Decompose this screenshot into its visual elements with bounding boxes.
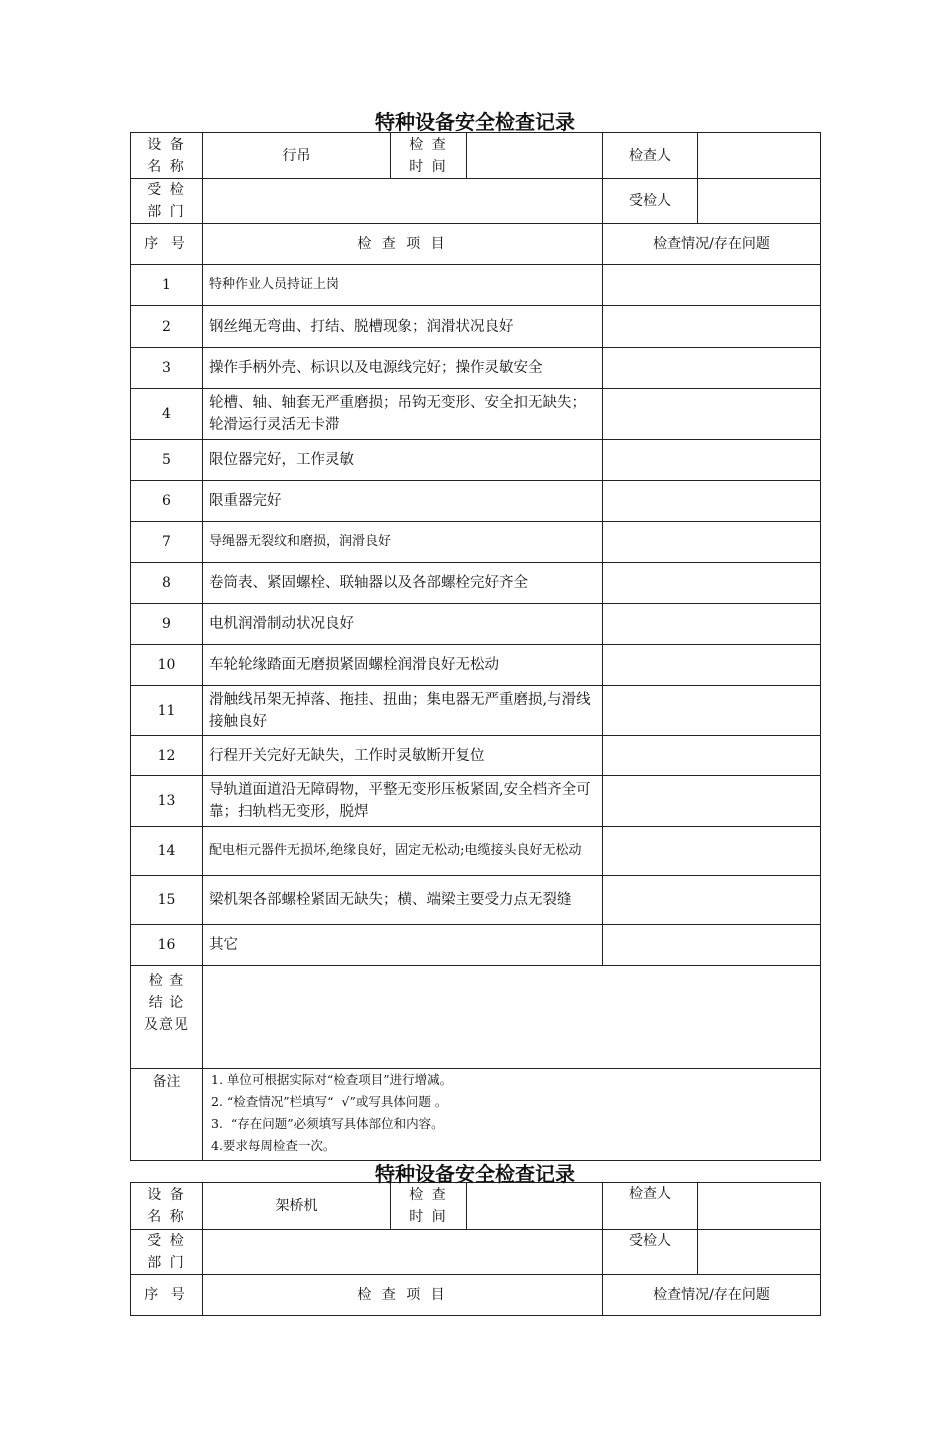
form1-title: 特种设备安全检查记录 [375, 110, 575, 134]
item-text: 限重器完好 [203, 481, 603, 522]
table-row [131, 686, 821, 736]
item-text: 导绳器无裂纹和磨损，润滑良好 [203, 522, 603, 563]
col-result-header: 检查情况/存在问题 [603, 1275, 821, 1316]
item-text: 特种作业人员持证上岗 [203, 265, 603, 306]
equip-name-label: 设 备 名 称 [131, 133, 203, 179]
table-row [131, 481, 821, 522]
equip-name-value[interactable]: 行吊 [203, 133, 391, 179]
item-no: 2 [131, 306, 203, 348]
dept-label: 受 检 部 门 [131, 1230, 203, 1275]
table-row [131, 522, 821, 563]
check-time-label: 检 查 时 间 [391, 1183, 467, 1230]
item-result[interactable] [603, 563, 821, 604]
item-text: 导轨道面道沿无障碍物，平整无变形压板紧固,安全档齐全可靠；扫轨档无变形，脱焊 [203, 776, 603, 827]
item-result[interactable] [603, 265, 821, 306]
inspectee-label: 受检人 [603, 1230, 698, 1275]
item-text: 卷筒表、紧固螺栓、联轴器以及各部螺栓完好齐全 [203, 563, 603, 604]
notes-cell [203, 1069, 821, 1161]
table-row [131, 776, 821, 827]
table-row [131, 876, 821, 925]
item-no: 15 [131, 876, 203, 925]
col-item-header: 检 查 项 目 [203, 1275, 603, 1316]
item-no: 9 [131, 604, 203, 645]
item-result[interactable] [603, 776, 821, 827]
col-no-header: 序 号 [131, 1275, 203, 1316]
item-result[interactable] [603, 827, 821, 876]
item-result[interactable] [603, 522, 821, 563]
item-no: 13 [131, 776, 203, 827]
note-line: 1. 单位可根据实际对“检查项目”进行增减。 [211, 1072, 453, 1087]
item-no: 16 [131, 925, 203, 966]
item-result[interactable] [603, 389, 821, 440]
item-result[interactable] [603, 686, 821, 736]
item-no: 11 [131, 686, 203, 736]
item-text: 限位器完好，工作灵敏 [203, 440, 603, 481]
col-no-header: 序 号 [131, 224, 203, 265]
col-item-header: 检 查 项 目 [203, 224, 603, 265]
item-text: 滑触线吊架无掉落、拖挂、扭曲；集电器无严重磨损,与滑线接触良好 [203, 686, 603, 736]
table-row [131, 440, 821, 481]
dept-label: 受 检 部 门 [131, 179, 203, 224]
form2-table [130, 1182, 821, 1316]
table-row [131, 389, 821, 440]
item-text: 操作手柄外壳、标识以及电源线完好；操作灵敏安全 [203, 348, 603, 389]
inspectee-value[interactable] [698, 1230, 821, 1275]
item-text: 电机润滑制动状况良好 [203, 604, 603, 645]
item-text: 轮槽、轴、轴套无严重磨损；吊钩无变形、安全扣无缺失；轮滑运行灵活无卡滞 [203, 389, 603, 440]
item-no: 14 [131, 827, 203, 876]
inspector-value[interactable] [698, 1183, 821, 1230]
conclusion-value[interactable] [203, 966, 821, 1069]
table-row [131, 645, 821, 686]
note-line: 4.要求每周检查一次。 [211, 1138, 336, 1153]
item-result[interactable] [603, 481, 821, 522]
col-result-header: 检查情况/存在问题 [603, 224, 821, 265]
item-no: 10 [131, 645, 203, 686]
item-result[interactable] [603, 604, 821, 645]
table-row [131, 265, 821, 306]
item-text: 配电柜元器件无损坏,绝缘良好，固定无松动;电缆接头良好无松动 [203, 827, 603, 876]
table-row [131, 348, 821, 389]
check-time-value[interactable] [467, 133, 603, 179]
item-no: 1 [131, 265, 203, 306]
conclusion-label: 检 查 结 论 及意见 [131, 966, 203, 1069]
item-no: 5 [131, 440, 203, 481]
item-no: 6 [131, 481, 203, 522]
item-no: 12 [131, 736, 203, 776]
notes-label: 备注 [131, 1069, 203, 1161]
item-no: 4 [131, 389, 203, 440]
check-time-label: 检 查 时 间 [391, 133, 467, 179]
table-row [131, 925, 821, 966]
table-row [131, 827, 821, 876]
item-text: 其它 [203, 925, 603, 966]
item-no: 8 [131, 563, 203, 604]
dept-value[interactable] [203, 1230, 603, 1275]
inspectee-value[interactable] [698, 179, 821, 224]
item-result[interactable] [603, 645, 821, 686]
equip-name-value[interactable]: 架桥机 [203, 1183, 391, 1230]
check-time-value[interactable] [467, 1183, 603, 1230]
item-text: 车轮轮缘踏面无磨损紧固螺栓润滑良好无松动 [203, 645, 603, 686]
item-no: 3 [131, 348, 203, 389]
item-result[interactable] [603, 440, 821, 481]
item-text: 钢丝绳无弯曲、打结、脱槽现象；润滑状况良好 [203, 306, 603, 348]
inspector-value[interactable] [698, 133, 821, 179]
item-no: 7 [131, 522, 203, 563]
note-line: 3. “存在问题”必须填写具体部位和内容。 [211, 1116, 444, 1131]
table-row [131, 604, 821, 645]
item-result[interactable] [603, 306, 821, 348]
inspector-label: 检查人 [603, 1183, 698, 1230]
inspectee-label: 受检人 [603, 179, 698, 224]
table-row [131, 736, 821, 776]
equip-name-label: 设 备 名 称 [131, 1183, 203, 1230]
item-result[interactable] [603, 348, 821, 389]
table-row [131, 563, 821, 604]
item-text: 梁机架各部螺栓紧固无缺失；横、端梁主要受力点无裂缝 [203, 876, 603, 925]
form2-title: 特种设备安全检查记录 [375, 1162, 575, 1186]
item-result[interactable] [603, 736, 821, 776]
item-result[interactable] [603, 925, 821, 966]
item-result[interactable] [603, 876, 821, 925]
item-text: 行程开关完好无缺失，工作时灵敏断开复位 [203, 736, 603, 776]
inspector-label: 检查人 [603, 133, 698, 179]
form1-table [130, 132, 821, 1161]
note-line: 2. “检查情况”栏填写“ √”或写具体问题 。 [211, 1094, 448, 1109]
dept-value[interactable] [203, 179, 603, 224]
table-row [131, 306, 821, 348]
